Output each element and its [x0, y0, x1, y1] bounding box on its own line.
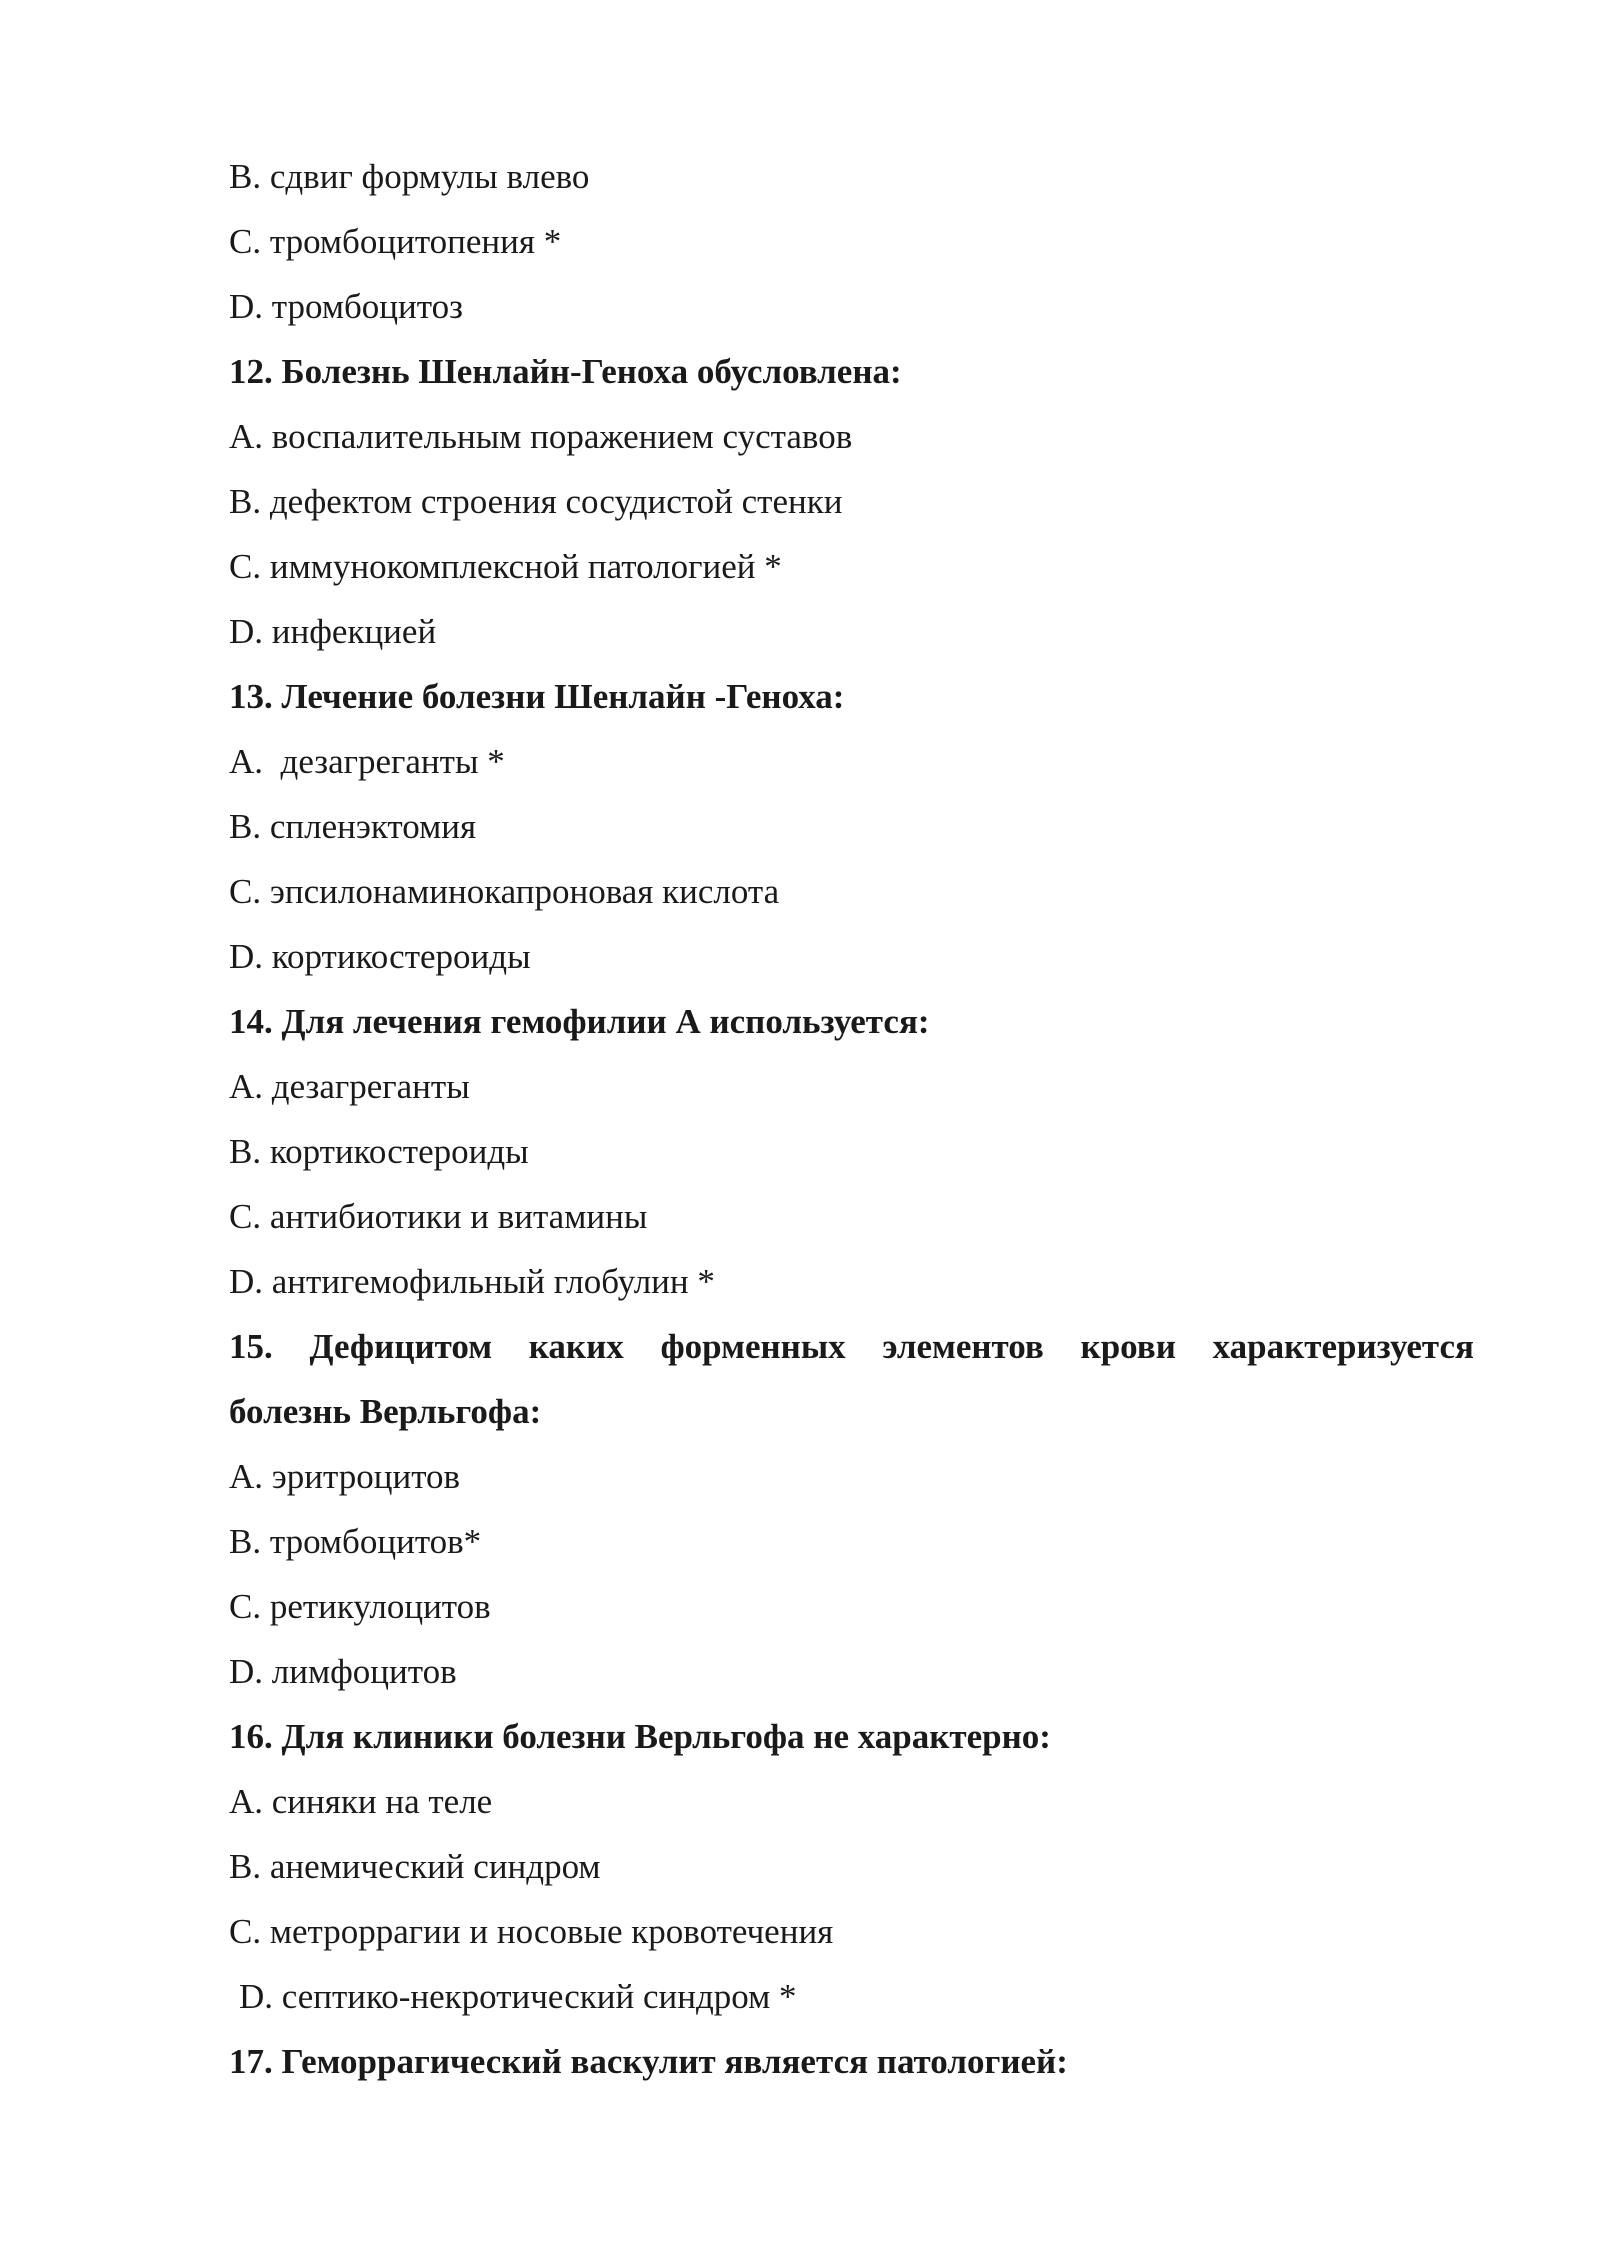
question-heading: 14. Для лечения гемофилии А используется:	[229, 1002, 930, 1041]
question-heading: 12. Болезнь Шенлайн-Геноха обусловлена:	[229, 352, 902, 391]
answer-option: D. антигемофильный глобулин *	[229, 1262, 715, 1301]
document-page	[229, 144, 1474, 2094]
answer-option: C. иммунокомплексной патологией *	[229, 547, 782, 586]
question-heading-continuation: болезнь Верльгофа:	[229, 1392, 542, 1431]
answer-option: A. синяки на теле	[229, 1782, 493, 1821]
answer-option: C. тромбоцитопения *	[229, 222, 562, 261]
question-heading: 16. Для клиники болезни Верльгофа не характерно:	[229, 1717, 1051, 1756]
answer-option: D. кортикостероиды	[229, 937, 531, 976]
answer-option: A. эритроцитов	[229, 1457, 461, 1496]
question-heading: 15. Дефицитом каких форменных элементов крови характеризуется	[229, 1327, 1474, 1366]
answer-option: A. дезагреганты *	[229, 742, 505, 781]
answer-option: D. инфекцией	[229, 612, 437, 651]
answer-option: B. дефектом строения сосудистой стенки	[229, 482, 843, 521]
answer-option: C. ретикулоцитов	[229, 1587, 491, 1626]
answer-option: D. септико-некротический синдром *	[239, 1977, 797, 2016]
question-heading: 17. Геморрагический васкулит является патологией:	[229, 2042, 1068, 2081]
answer-option: C. метроррагии и носовые кровотечения	[229, 1912, 834, 1951]
answer-option: D. лимфоцитов	[229, 1652, 457, 1691]
answer-option: B. сдвиг формулы влево	[229, 157, 590, 196]
answer-option: B. анемический синдром	[229, 1847, 601, 1886]
question-heading: 13. Лечение болезни Шенлайн -Геноха:	[229, 677, 845, 716]
answer-option: C. антибиотики и витамины	[229, 1197, 648, 1236]
answer-option: B. тромбоцитов*	[229, 1522, 482, 1561]
answer-option: D. тромбоцитоз	[229, 287, 463, 326]
answer-option: C. эпсилонаминокапроновая кислота	[229, 872, 780, 911]
answer-option: A. воспалительным поражением суставов	[229, 417, 853, 456]
answer-option: B. кортикостероиды	[229, 1132, 529, 1171]
answer-option: B. спленэктомия	[229, 807, 477, 846]
answer-option: A. дезагреганты	[229, 1067, 470, 1106]
